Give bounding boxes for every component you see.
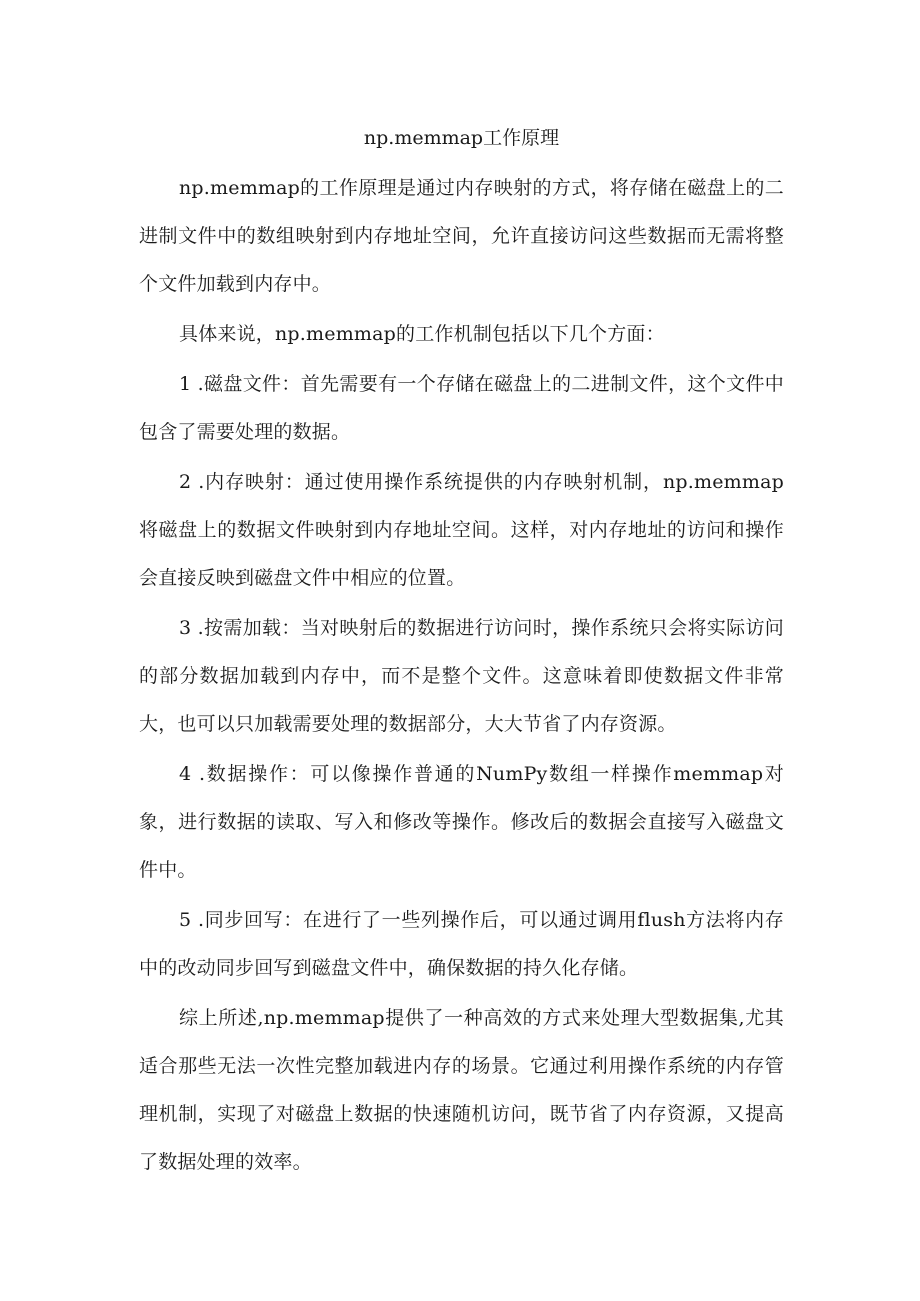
document-title: np.memmap工作原理 xyxy=(363,127,560,149)
paragraph-on-demand-loading: 3 .按需加载：当对映射后的数据进行访问时，操作系统只会将实际访问的部分数据加载到内存中，而不是整个文件。这意味着即使数据文件非常大，也可以只加载需要处理的数据部分，大大节省了内存资源。 xyxy=(139,617,784,735)
document-page xyxy=(139,118,784,1186)
paragraph-summary: 综上所述,np.memmap提供了一种高效的方式来处理大型数据集,尤其适合那些无法一次性完整加载进内存的场景。它通过利用操作系统的内存管理机制，实现了对磁盘上数据的快速随机访问，既节省了内存资源，又提高了数据处理的效率。 xyxy=(139,1007,784,1173)
paragraph-overview: 具体来说，np.memmap的工作机制包括以下几个方面： xyxy=(179,323,665,345)
paragraph-disk-file: 1 .磁盘文件：首先需要有一个存储在磁盘上的二进制文件，这个文件中包含了需要处理的数据。 xyxy=(139,373,784,443)
paragraph-sync-writeback: 5 .同步回写：在进行了一些列操作后，可以通过调用flush方法将内存中的改动同步回写到磁盘文件中，确保数据的持久化存储。 xyxy=(139,909,784,979)
paragraph-memory-mapping: 2 .内存映射：通过使用操作系统提供的内存映射机制，np.memmap将磁盘上的数据文件映射到内存地址空间。这样，对内存地址的访问和操作会直接反映到磁盘文件中相应的位置。 xyxy=(139,471,784,589)
paragraph-data-operations: 4 .数据操作：可以像操作普通的NumPy数组一样操作memmap对象，进行数据的读取、写入和修改等操作。修改后的数据会直接写入磁盘文件中。 xyxy=(139,763,784,881)
paragraph-intro: np.memmap的工作原理是通过内存映射的方式，将存储在磁盘上的二进制文件中的数组映射到内存地址空间，允许直接访问这些数据而无需将整个文件加载到内存中。 xyxy=(139,177,784,295)
